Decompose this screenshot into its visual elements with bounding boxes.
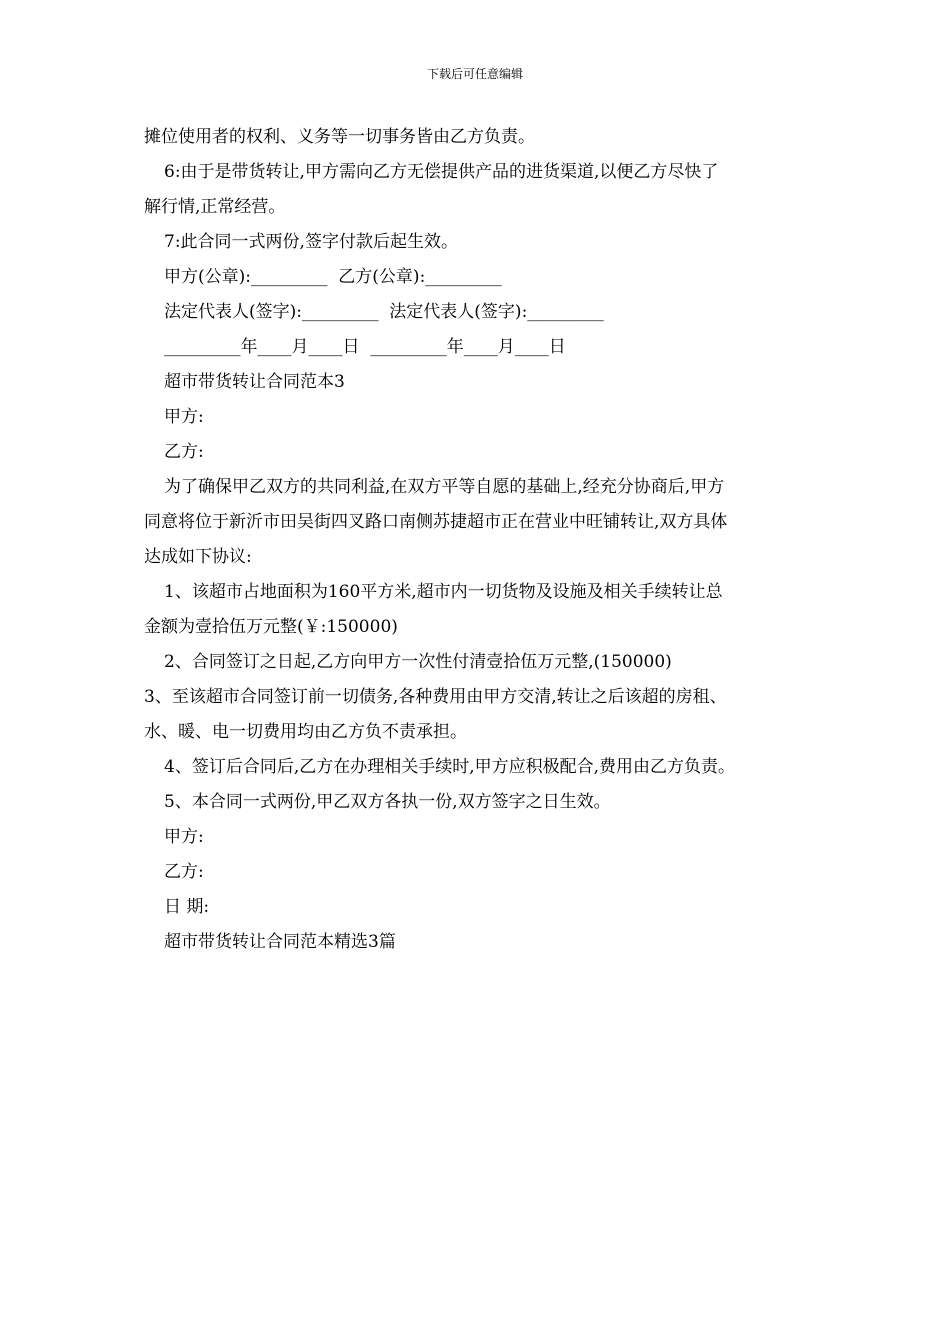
line-2: 6:由于是带货转让,甲方需向乙方无偿提供产品的进货渠道,以便乙方尽快了	[164, 162, 719, 182]
section-title: 超市带货转让合同范本3	[164, 372, 345, 392]
page-header: 下载后可任意编辑	[426, 67, 523, 81]
party-a-sign: 甲方:	[164, 827, 204, 847]
line-4: 7:此合同一式两份,签字付款后起生效。	[164, 232, 458, 252]
party-b-sign: 乙方:	[164, 862, 204, 882]
clause-1: 1、该超市占地面积为160平方米,超市内一切货物及设施及相关手续转让总	[164, 582, 723, 602]
line-3: 解行情,正常经营。	[144, 197, 286, 217]
line-13: 达成如下协议:	[144, 547, 252, 567]
document-body	[144, 120, 814, 960]
signature-seal-line: 甲方(公章):_________ 乙方(公章):_________	[164, 267, 502, 287]
clause-4: 4、签订后合同后,乙方在办理相关手续时,甲方应积极配合,费用由乙方负责。	[164, 757, 736, 777]
signature-date-line: _________年____月____日 _________年____月____日	[164, 337, 566, 357]
line-12: 同意将位于新沂市田吴街四叉路口南侧苏捷超市正在营业中旺铺转让,双方具体	[144, 512, 728, 532]
party-b: 乙方:	[164, 442, 204, 462]
date-sign: 日 期:	[164, 897, 210, 917]
clause-3-cont: 水、暖、电一切费用均由乙方负不责承担。	[144, 722, 467, 742]
line-1: 摊位使用者的权利、义务等一切事务皆由乙方负责。	[144, 127, 535, 147]
clause-3: 3、至该超市合同签订前一切债务,各种费用由甲方交清,转让之后该超的房租、	[144, 687, 727, 707]
line-11: 为了确保甲乙双方的共同利益,在双方平等自愿的基础上,经充分协商后,甲方	[164, 477, 725, 497]
closing-title: 超市带货转让合同范本精选3篇	[164, 932, 396, 952]
clause-5: 5、本合同一式两份,甲乙双方各执一份,双方签字之日生效。	[164, 792, 611, 812]
party-a: 甲方:	[164, 407, 204, 427]
clause-1-cont: 金额为壹拾伍万元整(￥:150000)	[144, 617, 398, 637]
signature-representative-line: 法定代表人(签字):_________ 法定代表人(签字):_________	[164, 302, 604, 322]
clause-2: 2、合同签订之日起,乙方向甲方一次性付清壹拾伍万元整,(150000)	[164, 652, 672, 672]
